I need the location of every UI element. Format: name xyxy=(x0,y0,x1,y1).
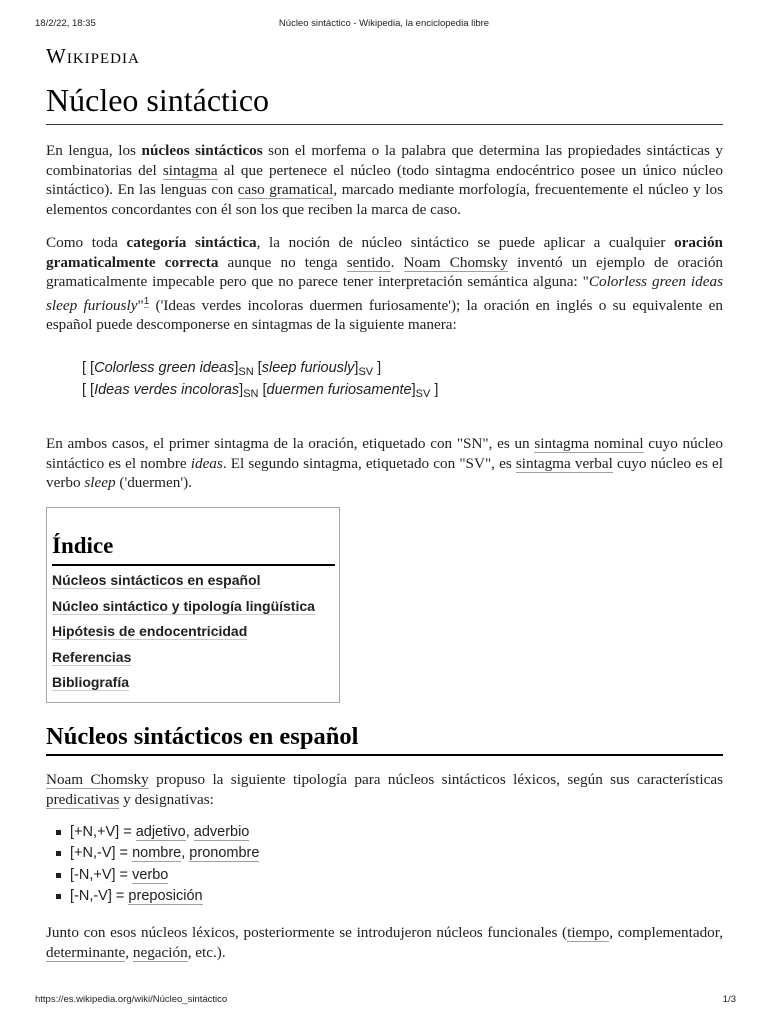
text: En lengua, los xyxy=(46,142,142,159)
phrase-tag: SN xyxy=(243,388,259,400)
list-item xyxy=(54,865,259,886)
print-page-number: 1/3 xyxy=(722,994,736,1005)
bullet-icon xyxy=(56,894,61,899)
text: , complementador, xyxy=(609,924,723,941)
link-sintagma-nominal[interactable]: sintagma nominal xyxy=(534,435,644,452)
intro-paragraph-3 xyxy=(46,434,723,493)
text: , la noción de núcleo sintáctico se puede aplicar a cualquier xyxy=(256,234,675,251)
link-adverbio[interactable]: adverbio xyxy=(193,824,250,840)
wikipedia-logo[interactable]: Wikipedia xyxy=(46,44,140,68)
example-line-1: [ [Colorless green $ideas]_{SN}$ [sleep $furiously]_{SV}$ ] xyxy=(82,360,382,378)
bracket: ] xyxy=(430,382,439,398)
text: ('Ideas verdes incoloras duermen furiosamente'); la oración en inglés o su equivalente en español puede descomponerse en sintagmas de la siguiente manera: xyxy=(46,296,723,334)
bold-term: categoría sintáctica xyxy=(126,234,257,251)
toc-item[interactable] xyxy=(52,621,315,647)
text: cuyo núcleo es el verbo xyxy=(46,454,723,492)
bullet-icon xyxy=(56,830,61,835)
bold-term: oración gramaticalmente correcta xyxy=(46,234,723,271)
link-preposicion[interactable]: preposición xyxy=(128,887,203,904)
text: ('duermen'). xyxy=(115,474,192,492)
bracket: [ [ xyxy=(82,360,95,376)
example-line-2: [ [Ideas verdes $incoloras]_{SN}$ [duermen $furiosamente]_{SV}$ ] xyxy=(82,382,439,400)
toc-item-label[interactable]: Núcleos sintácticos en español xyxy=(52,572,261,588)
intro-paragraph-1 xyxy=(46,141,723,219)
example-sentence: Colorless green ideas sleep furiously xyxy=(46,273,723,314)
italic-term: sleep xyxy=(84,474,116,492)
link-sintagma-verbal[interactable]: sintagma verbal xyxy=(515,454,613,472)
text: son el morfema o la palabra que determina las propiedades sintácticas y combinatorias del xyxy=(46,142,723,179)
toc-item-label[interactable]: Núcleo sintáctico y tipología lingüística xyxy=(52,597,315,614)
toc-item[interactable] xyxy=(52,596,315,622)
italic-term: ideas xyxy=(190,454,223,472)
section-paragraph-2 xyxy=(46,923,723,962)
toc-item[interactable] xyxy=(52,672,315,698)
link-caso-gramatical[interactable]: caso gramatical xyxy=(237,181,334,199)
head-typology-list xyxy=(54,822,259,907)
text: , xyxy=(125,943,133,961)
list-item xyxy=(54,822,259,843)
text: , etc.). xyxy=(187,943,226,961)
text: inventó un ejemplo de oración gramaticalmente impecable pero que no parece tener interpretación semántica alguna: " xyxy=(46,253,724,291)
text: al que pertenece el núcleo (todo sintagma endocéntrico posee un único núcleo sintáctico). En las lenguas con xyxy=(46,161,723,199)
link-predicativas[interactable]: predicativas xyxy=(46,790,120,808)
link-nombre[interactable]: nombre xyxy=(132,845,182,862)
text: " xyxy=(137,296,144,314)
toc-item[interactable] xyxy=(52,570,315,596)
phrase-tag: SV xyxy=(358,366,374,378)
noun-phrase: Colorless green ideas xyxy=(94,360,235,376)
toc-title: Índice xyxy=(52,530,335,566)
bracket: [ xyxy=(258,382,267,398)
toc-item-label[interactable]: Hipótesis de endocentricidad xyxy=(52,623,248,639)
text: Como toda xyxy=(46,234,127,251)
verb-phrase: duermen furiosamente xyxy=(266,382,412,398)
verb-phrase: sleep furiously xyxy=(261,360,355,376)
text: En ambos casos, el primer sintagma de la oración, etiquetado con "SN", es un xyxy=(46,435,535,452)
toc-item-label[interactable]: Referencias xyxy=(52,648,132,665)
text: , marcado mediante morfología, frecuentemente el núcleo y los elementos concordantes con él son los que reciben la marca de caso. xyxy=(46,181,723,218)
bracket: ] xyxy=(373,360,382,376)
link-tiempo[interactable]: tiempo xyxy=(567,924,610,941)
bullet-icon xyxy=(56,851,61,856)
bracket: [ xyxy=(253,360,262,376)
text: . El segundo sintagma, etiquetado con "SV", es xyxy=(222,454,516,472)
link-pronombre[interactable]: pronombre xyxy=(189,845,260,862)
text: y designativas: xyxy=(119,790,214,808)
print-datetime: 18/2/22, 18:35 xyxy=(35,18,96,29)
list-item xyxy=(54,886,259,907)
section-paragraph-1 xyxy=(46,770,723,809)
toc-list xyxy=(52,570,315,698)
bold-term: núcleos sintácticos xyxy=(141,142,263,159)
feature-label: [+N,-V] = xyxy=(70,845,133,862)
link-verbo[interactable]: verbo xyxy=(132,866,169,883)
phrase-tag: SN xyxy=(238,366,254,378)
link-noam-chomsky[interactable]: Noam Chomsky xyxy=(403,253,508,271)
text: Junto con esos núcleos léxicos, posteriormente se introdujeron núcleos funcionales ( xyxy=(46,924,568,941)
feature-label: [-N,+V] = xyxy=(70,866,133,883)
list-item xyxy=(54,843,259,864)
phrase-tag: SV xyxy=(415,388,431,400)
link-noam-chomsky[interactable]: Noam Chomsky xyxy=(46,771,149,788)
separator: , xyxy=(181,845,190,862)
print-url[interactable]: https://es.wikipedia.org/wiki/Núcleo_sintáctico xyxy=(35,994,228,1005)
text: aunque no tenga xyxy=(218,253,347,271)
footnote-ref-1[interactable]: 1 xyxy=(143,295,150,307)
link-sintagma[interactable]: sintagma xyxy=(162,161,218,179)
link-negacion[interactable]: negación xyxy=(132,943,188,961)
link-determinante[interactable]: determinante xyxy=(46,943,126,961)
toc-item[interactable] xyxy=(52,647,315,673)
print-page-title: Núcleo sintáctico - Wikipedia, la enciclopedia libre xyxy=(278,18,490,29)
bullet-icon xyxy=(56,873,61,878)
text: . xyxy=(390,253,404,271)
page-title: Núcleo sintáctico xyxy=(46,80,723,125)
section-heading: Núcleos sintácticos en español xyxy=(46,721,723,756)
link-adjetivo[interactable]: adjetivo xyxy=(135,824,186,840)
intro-paragraph-2 xyxy=(46,233,723,335)
table-of-contents xyxy=(46,507,340,703)
feature-label: [+N,+V] = xyxy=(70,824,136,840)
toc-item-label[interactable]: Bibliografía xyxy=(52,674,130,690)
feature-label: [-N,-V] = xyxy=(70,887,129,904)
text: propuso la siguiente tipología para núcleos sintácticos léxicos, según sus características xyxy=(148,771,723,788)
bracket: [ [ xyxy=(82,382,95,398)
text: cuyo núcleo sintáctico es el nombre xyxy=(46,435,723,472)
separator: , xyxy=(185,824,194,840)
noun-phrase: Ideas verdes incoloras xyxy=(94,382,240,398)
link-sentido[interactable]: sentido xyxy=(346,253,391,271)
